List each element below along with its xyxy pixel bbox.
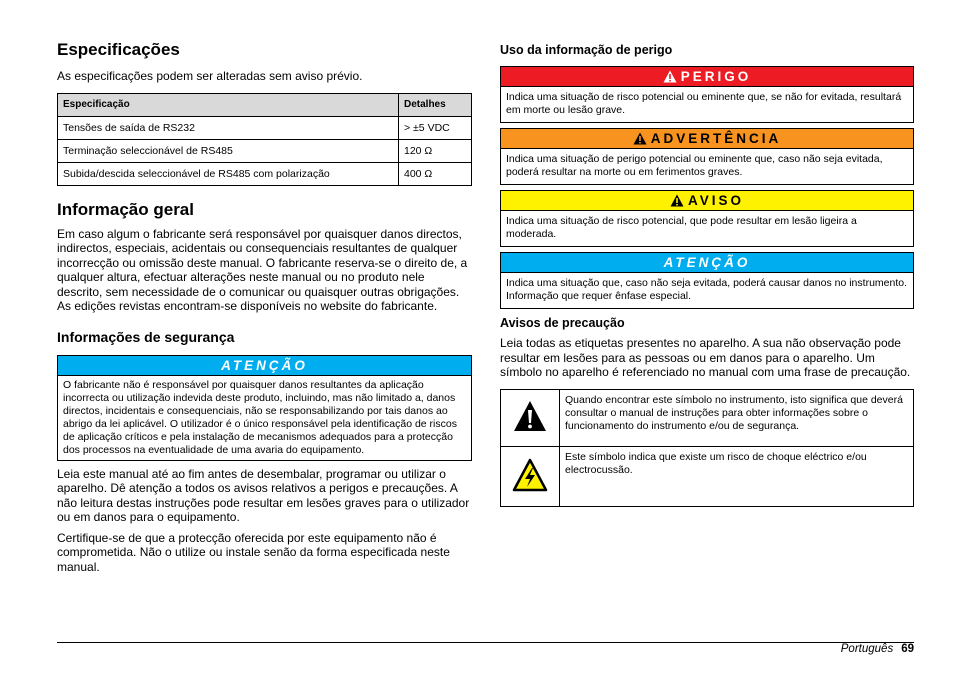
general-title: Informação geral: [57, 199, 194, 219]
warning-triangle-icon: [663, 70, 677, 83]
danger-header: [501, 67, 913, 87]
safety-notice-box: [57, 355, 472, 461]
spec-table: [57, 93, 472, 186]
general-text: Em caso algum o fabricante será responsável por quaisquer danos directos, indirectos, especiais, acidentais ou consequenciais resultantes de qualquer incorrecção ou omissão deste manual. O fabricante reserva-se o direito de, a qualquer altura, efectuar alterações neste manual ou no produto nele descrito, sem necessidade de o comunicar ou quaisquer outras obrigações. As edições revistas encontram-se disponíveis no website do fabricante.: [57, 226, 468, 313]
warning-triangle-icon: [670, 194, 684, 207]
table-row: [58, 162, 472, 185]
caution-label: AVISO: [687, 193, 744, 208]
symbol-icon-cell: [501, 446, 560, 506]
labels-text: Leia todas as etiquetas presentes no aparelho. A sua não observação pode resultar em lesões para as pessoas ou em danos para o aparelho. Um símbolo no aparelho é referenciado no manual com uma frase de precaução.: [500, 336, 911, 379]
table-cell: Tensões de saída de RS232: [58, 116, 399, 139]
page-footer: [841, 643, 914, 655]
notice-body: O fabricante não é responsável por quaisquer danos resultantes da aplicação incorrecta ou utilização indevida deste produto, incluindo, mas não limitado a, danos directos, incidentais e consequenciais, não se responsabilizando por tais danos ao abrigo da lei aplicável. O utilizador é o único responsável pela identificação de riscos de aplicação críticos e pela instalação de mecanismos adequados para a protecção dos processos na eventualidade de uma avaria do equipamento.: [63, 378, 457, 456]
table-row: [58, 116, 472, 139]
danger-box: [500, 66, 914, 123]
safety-paragraph-1: Leia este manual até ao fim antes de desembalar, programar ou utilizar o aparelho. Dê atenção a todos os avisos relativos a perigos e precauções. A não leitura destas instruções pode resultar em lesões graves para o utilizador ou em danos para o equipamento.: [57, 466, 470, 524]
warning-triangle-icon: [633, 132, 647, 145]
notice-box: [500, 252, 914, 309]
safety-title: Informações de segurança: [57, 328, 235, 345]
warning-body: Indica uma situação de perigo potencial ou eminente que, caso não seja evitada, poderá resultar na morte ou em ferimentos graves.: [506, 153, 883, 178]
table-cell: Terminação seleccionável de RS485: [58, 139, 399, 162]
labels-title: Avisos de precaução: [500, 316, 625, 330]
danger-body: Indica uma situação de risco potencial ou eminente que, se não for evitada, resultará em morte ou lesão grave.: [506, 91, 902, 116]
caution-header: [501, 191, 913, 211]
caution-box: [500, 190, 914, 247]
caution-body: Indica uma situação de risco potencial, que pode resultar em lesão ligeira a moderada.: [506, 215, 857, 240]
electrical-shock-icon: [512, 458, 548, 492]
exclamation-warning-icon: [513, 400, 547, 432]
danger-label: PERIGO: [680, 69, 752, 84]
col-header-spec: Especificação: [58, 93, 399, 116]
table-cell: 120 Ω: [399, 139, 472, 162]
safety-paragraph-2: Certifique-se de que a protecção oferecida por este equipamento não é comprometida. Não o utilize ou instale senão da forma especificada neste manual.: [57, 530, 450, 574]
left-column: [57, 38, 472, 574]
page-number: 69: [901, 643, 914, 655]
footer-divider: [57, 642, 914, 643]
warning-header: [501, 129, 913, 149]
warning-box: [500, 128, 914, 185]
spec-title: Especificações: [57, 40, 180, 59]
notice-header: ATENÇÃO: [501, 253, 913, 273]
notice-body: Indica uma situação que, caso não seja evitada, poderá causar danos no instrumento. Informação que requer ênfase especial.: [506, 277, 908, 302]
symbol-row: [501, 389, 914, 446]
table-cell: Subida/descida seleccionável de RS485 com polarização: [58, 162, 399, 185]
hazard-title: Uso da informação de perigo: [500, 43, 673, 57]
table-cell: 400 Ω: [399, 162, 472, 185]
col-header-details: Detalhes: [399, 93, 472, 116]
symbol-text: Este símbolo indica que existe um risco de choque eléctrico e/ou electrocussão.: [560, 446, 914, 506]
symbol-icon-cell: [501, 389, 560, 446]
warning-label: ADVERTÊNCIA: [650, 131, 782, 146]
right-column: [500, 42, 914, 507]
table-header-row: [58, 93, 472, 116]
symbol-row: [501, 446, 914, 506]
table-cell: > ±5 VDC: [399, 116, 472, 139]
table-row: [58, 139, 472, 162]
symbol-text: Quando encontrar este símbolo no instrumento, isto significa que deverá consultar o manual de instruções para obter informações sobre o funcionamento do instrumento e/ou de segurança.: [560, 389, 914, 446]
spec-intro: As especificações podem ser alteradas sem aviso prévio.: [57, 69, 363, 83]
notice-header: ATENÇÃO: [58, 356, 471, 376]
footer-language: Português: [840, 643, 894, 655]
symbols-table: [500, 389, 914, 507]
